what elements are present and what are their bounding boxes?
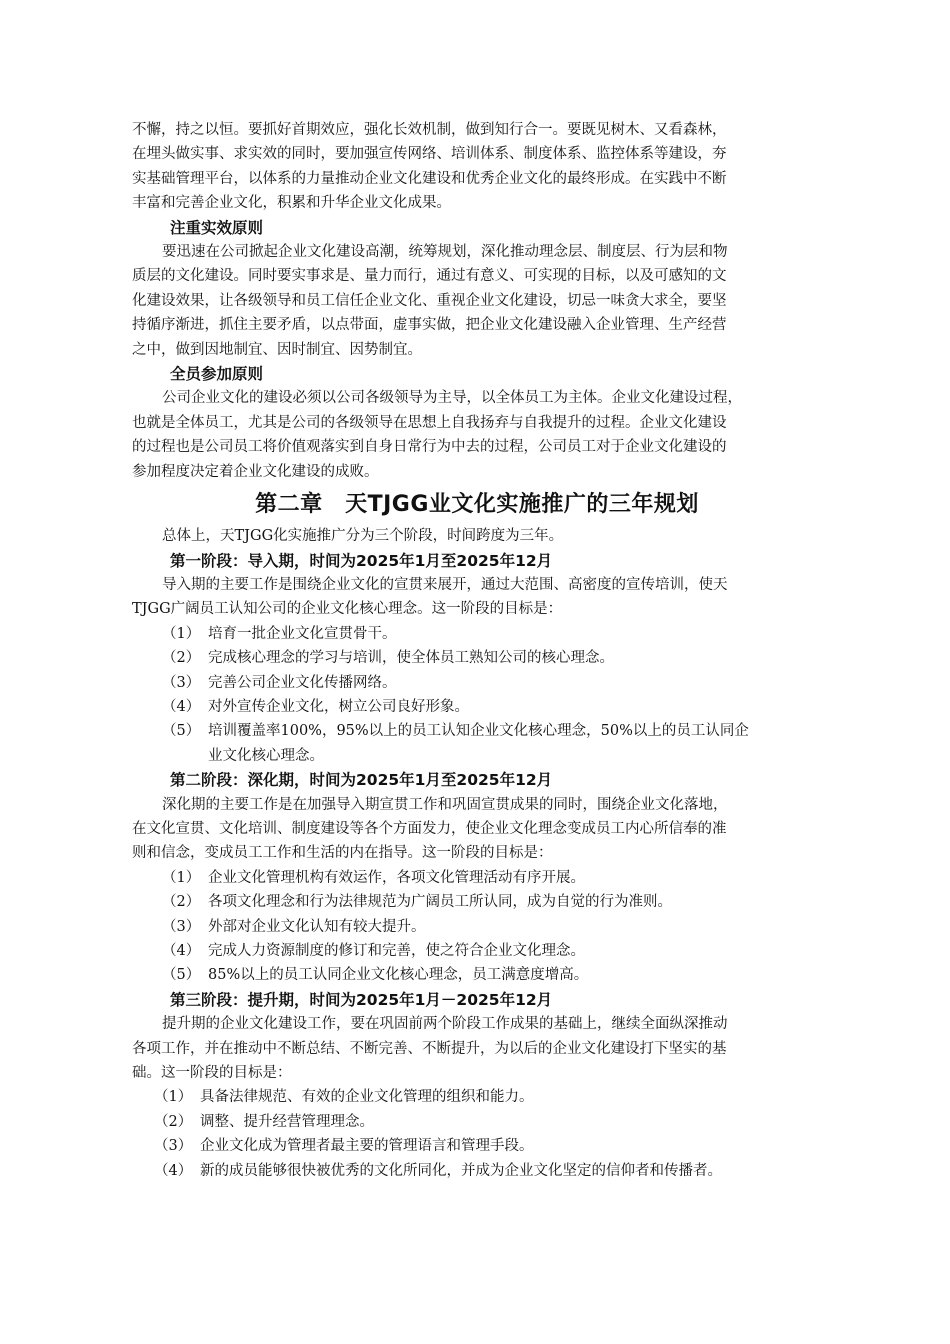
- list-number: （3）: [162, 918, 201, 935]
- list-item: [132, 1134, 822, 1158]
- text-line: 在文化宣贯、文化培训、制度建设等各个方面发力，使企业文化理念变成员工内心所信奉的准: [132, 820, 727, 837]
- stage2-heading: 第二阶段：深化期，时间为2025年1月至2025年12月: [170, 771, 553, 790]
- text-line: 各项工作，并在推动中不断总结、不断完善、不断提升，为以后的企业文化建设打下坚实的基: [132, 1040, 727, 1057]
- text-line: TJGG广阔员工认知公司的企业文化核心理念。这一阶段的目标是：: [132, 601, 563, 618]
- text-line: 深化期的主要工作是在加强导入期宣贯工作和巩固宣贯成果的同时，围绕企业文化落地，: [162, 796, 728, 813]
- list-text: 具备法律规范、有效的企业文化管理的组织和能力。: [200, 1089, 534, 1106]
- intro-paragraph: [132, 118, 822, 216]
- list-item: [132, 866, 822, 890]
- text-line: 不懈，持之以恒。要抓好首期效应，强化长效机制，做到知行合一。要既见树木、又看森林，: [132, 122, 727, 138]
- text-line: 导入期的主要工作是围绕企业文化的宣贯来展开，通过大范围、高密度的宣传培训，使天: [162, 576, 728, 593]
- text-line: 则和信念，变成员工工作和生活的内在指导。这一阶段的目标是：: [132, 845, 553, 862]
- list-item: [132, 915, 822, 939]
- text-line: 实基础管理平台，以体系的力量推动企业文化建设和优秀企业文化的最终形成。在实践中不断: [132, 170, 727, 187]
- list-text: 对外宣传企业文化，树立公司良好形象。: [208, 698, 469, 715]
- list-number: （3）: [154, 1138, 193, 1155]
- section-all-body: [132, 386, 822, 484]
- list-number: （1）: [162, 869, 201, 886]
- section-heading-effect: 注重实效原则: [170, 218, 264, 237]
- list-item: [132, 695, 822, 719]
- list-number: （1）: [162, 625, 201, 642]
- list-text: 新的成员能够很快被优秀的文化所同化，并成为企业文化坚定的信仰者和传播者。: [200, 1162, 722, 1179]
- list-text: 培育一批企业文化宣贯骨干。: [208, 625, 397, 642]
- text-line: 础。这一阶段的目标是：: [132, 1065, 292, 1082]
- stage1-heading: 第一阶段：导入期，时间为2025年1月至2025年12月: [170, 551, 553, 570]
- list-number: （4）: [162, 698, 201, 715]
- list-text: 企业文化管理机构有效运作，各项文化管理活动有序开展。: [208, 869, 585, 886]
- list-number: （2）: [162, 650, 201, 667]
- text-line: 要迅速在公司掀起企业文化建设高潮，统筹规划，深化推动理念层、制度层、行为层和物: [162, 244, 728, 261]
- list-item: [132, 671, 822, 695]
- text-line: 之中，做到因地制宜、因时制宜、因势制宜。: [132, 341, 422, 358]
- text-line: 的过程也是公司员工将价值观落实到自身日常行为中去的过程，公司员工对于企业文化建设的: [132, 439, 727, 456]
- text-line: 参加程度决定着企业文化建设的成败。: [132, 463, 379, 480]
- list-number: （2）: [154, 1113, 193, 1130]
- list-item: [132, 1159, 822, 1183]
- list-text: 各项文化理念和行为法律规范为广阔员工所认同，成为自觉的行为准则。: [208, 894, 672, 911]
- text-line: 在埋头做实事、求实效的同时，要加强宣传网络、培训体系、制度体系、监控体系等建设，夯: [132, 146, 727, 163]
- list-item: [132, 1110, 822, 1134]
- list-text: 外部对企业文化认知有较大提升。: [208, 918, 426, 935]
- list-item: [132, 1085, 822, 1109]
- stage1-goal-list: [132, 622, 822, 768]
- list-text: 完成核心理念的学习与培训，使全体员工熟知公司的核心理念。: [208, 650, 614, 667]
- text-line: 质层的文化建设。同时要实事求是、量力而行，通过有意义、可实现的目标，以及可感知的文: [132, 268, 727, 285]
- list-text: 完成人力资源制度的修订和完善，使之符合企业文化理念。: [208, 943, 585, 959]
- list-item: [132, 939, 822, 963]
- list-text: 85%以上的员工认同企业文化核心理念，员工满意度增高。: [208, 967, 589, 984]
- list-text-continuation: 业文化核心理念。: [208, 747, 324, 764]
- list-text: 完善公司企业文化传播网络。: [208, 674, 397, 691]
- chapter-intro: 总体上，天TJGG化实施推广分为三个阶段，时间跨度为三年。: [162, 528, 564, 545]
- text-line: 提升期的企业文化建设工作，要在巩固前两个阶段工作成果的基础上，继续全面纵深推动: [162, 1016, 728, 1033]
- list-item: [132, 646, 822, 670]
- list-number: （4）: [162, 943, 201, 959]
- list-number: （2）: [162, 894, 201, 911]
- section-heading-all: 全员参加原则: [170, 365, 264, 384]
- list-text: 企业文化成为管理者最主要的管理语言和管理手段。: [200, 1138, 534, 1155]
- section-effect-body: [132, 240, 822, 362]
- text-line: 持循序渐进，抓住主要矛盾，以点带面，虚事实做，把企业文化建设融入企业管理、生产经营: [132, 317, 727, 334]
- stage2-goal-list: [132, 866, 822, 988]
- list-number: （1）: [154, 1089, 193, 1106]
- text-line: 也就是全体员工，尤其是公司的各级领导在思想上自我扬弃与自我提升的过程。企业文化建设: [132, 414, 727, 431]
- text-line: 丰富和完善企业文化，积累和升华企业文化成果。: [132, 195, 451, 212]
- text-line: 化建设效果，让各级领导和员工信任企业文化、重视企业文化建设，切忌一味贪大求全，要坚: [132, 292, 727, 309]
- list-item: [132, 622, 822, 646]
- chapter-title: 第二章 天TJGG业文化实施推广的三年规划: [255, 492, 699, 518]
- list-item: [132, 890, 822, 914]
- document-page: [132, 118, 822, 1183]
- list-item: [132, 719, 822, 768]
- text-line: 公司企业文化的建设必须以公司各级领导为主导，以全体员工为主体。企业文化建设过程，: [162, 390, 742, 407]
- list-number: （3）: [162, 674, 201, 691]
- stage3-heading: 第三阶段：提升期，时间为2025年1月－2025年12月: [170, 990, 553, 1009]
- list-number: （4）: [154, 1162, 193, 1179]
- list-text: 调整、提升经营管理理念。: [200, 1113, 374, 1130]
- list-number: （5）: [162, 723, 201, 740]
- list-number: （5）: [162, 967, 201, 984]
- list-item: [132, 963, 822, 987]
- list-text: 培训覆盖率100%，95%以上的员工认知企业文化核心理念，50%以上的员工认同企: [208, 723, 749, 740]
- stage3-goal-list: [132, 1085, 822, 1183]
